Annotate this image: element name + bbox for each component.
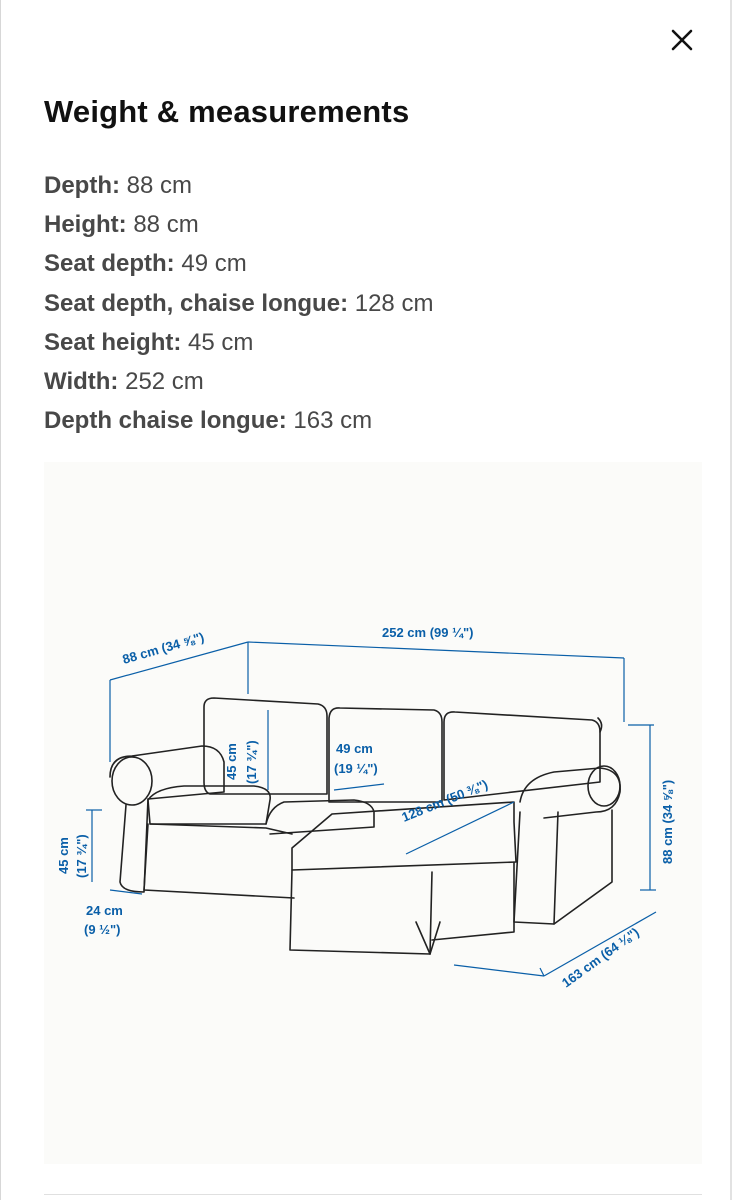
dim-seat-height-in: (17 ¾")	[74, 834, 89, 878]
dim-seat-depth-cm: 49 cm	[336, 741, 373, 756]
measurement-width: Width: 252 cm	[44, 368, 204, 396]
dim-depth-label: 88 cm (34 ⅝")	[120, 629, 206, 667]
dim-width-label: 252 cm (99 ¼")	[382, 625, 474, 640]
measurement-seat-depth: Seat depth: 49 cm	[44, 250, 247, 278]
measurement-height: Height: 88 cm	[44, 211, 199, 239]
dialog-title: Weight & measurements	[44, 94, 410, 129]
dim-back-height-in: (17 ¾")	[244, 740, 259, 784]
window-edge-left	[0, 0, 1, 1200]
measurement-list	[44, 166, 433, 440]
dim-seat-depth-in: (19 ¼")	[334, 761, 378, 776]
dim-height-label: 88 cm (34 ⅝")	[660, 779, 675, 864]
dim-chaise-seat-depth-label: 128 cm (50 ⅜")	[399, 776, 490, 825]
dim-chaise-depth-label: 163 cm (64 ⅛")	[558, 924, 642, 991]
measurement-depth-chaise: Depth chaise longue: 163 cm	[44, 407, 373, 435]
sofa-outline	[110, 698, 620, 954]
bottom-divider	[44, 1194, 702, 1195]
close-button[interactable]	[660, 18, 704, 62]
dim-back-height-cm: 45 cm	[224, 743, 239, 780]
dim-seat-height-cm: 45 cm	[56, 837, 71, 874]
measurement-seat-depth-chaise: Seat depth, chaise longue: 128 cm	[44, 289, 434, 317]
sofa-drawing	[44, 462, 702, 1164]
measurement-depth: Depth: 88 cm	[44, 172, 193, 199]
measurement-seat-height: Seat height: 45 cm	[44, 328, 254, 356]
dimension-diagram	[44, 462, 702, 1164]
dim-leg-depth-in: (9 ½")	[84, 922, 121, 937]
close-icon	[670, 28, 694, 52]
dimension-lines	[86, 642, 656, 976]
dim-leg-depth-cm: 24 cm	[86, 903, 123, 918]
